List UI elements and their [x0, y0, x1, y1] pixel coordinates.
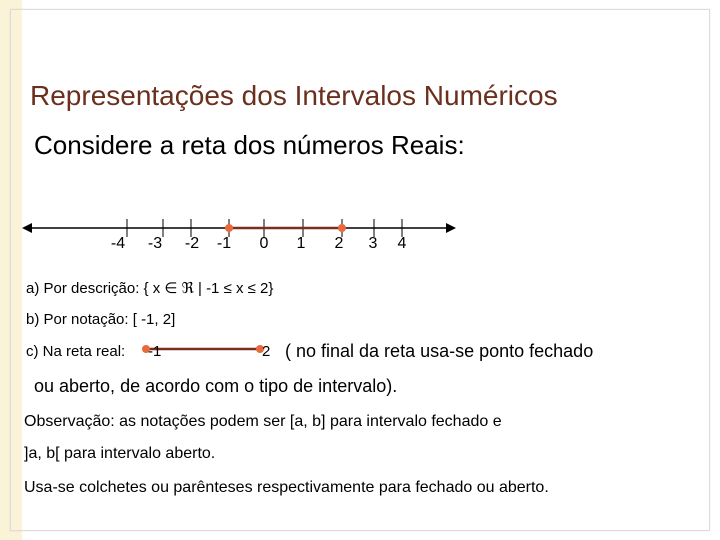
endpoint-right-label: 2 — [262, 343, 271, 360]
tick-label: -2 — [184, 235, 200, 252]
closed-endpoint-dot — [338, 224, 346, 232]
tick-label: -4 — [110, 235, 126, 252]
description-notation: a) Por descrição: { x ∈ ℜ | -1 ≤ x ≤ 2} — [26, 280, 274, 297]
left-arrow-icon — [22, 223, 32, 233]
observation-line-1: Observação: as notações podem ser [a, b] para intervalo fechado e — [24, 413, 502, 430]
tick-label: 0 — [259, 235, 269, 252]
real-line-label: c) Na reta real: — [26, 343, 126, 360]
closed-endpoint-dot — [225, 224, 233, 232]
real-line-note: ( no final da reta usa-se ponto fechado — [285, 341, 594, 361]
tick-label: 1 — [296, 235, 306, 252]
interval-notation: b) Por notação: [ -1, 2] — [26, 311, 176, 328]
observation-line-3: Usa-se colchetes ou parênteses respectivamente para fechado ou aberto. — [24, 479, 549, 496]
tick-label: 3 — [368, 235, 378, 252]
tick-label: 4 — [397, 235, 407, 252]
slide-title: Representações dos Intervalos Numéricos — [30, 80, 558, 111]
real-line-note-continued: ou aberto, de acordo com o tipo de intervalo). — [34, 376, 398, 396]
tick-label: -3 — [147, 235, 163, 252]
right-arrow-icon — [446, 223, 456, 233]
tick-label: -1 — [216, 235, 232, 252]
slide-subtitle: Considere a reta dos números Reais: — [34, 130, 465, 160]
observation-line-2: ]a, b[ para intervalo aberto. — [24, 445, 216, 462]
tick-label: 2 — [334, 235, 344, 252]
endpoint-left-label: -1 — [148, 343, 162, 360]
